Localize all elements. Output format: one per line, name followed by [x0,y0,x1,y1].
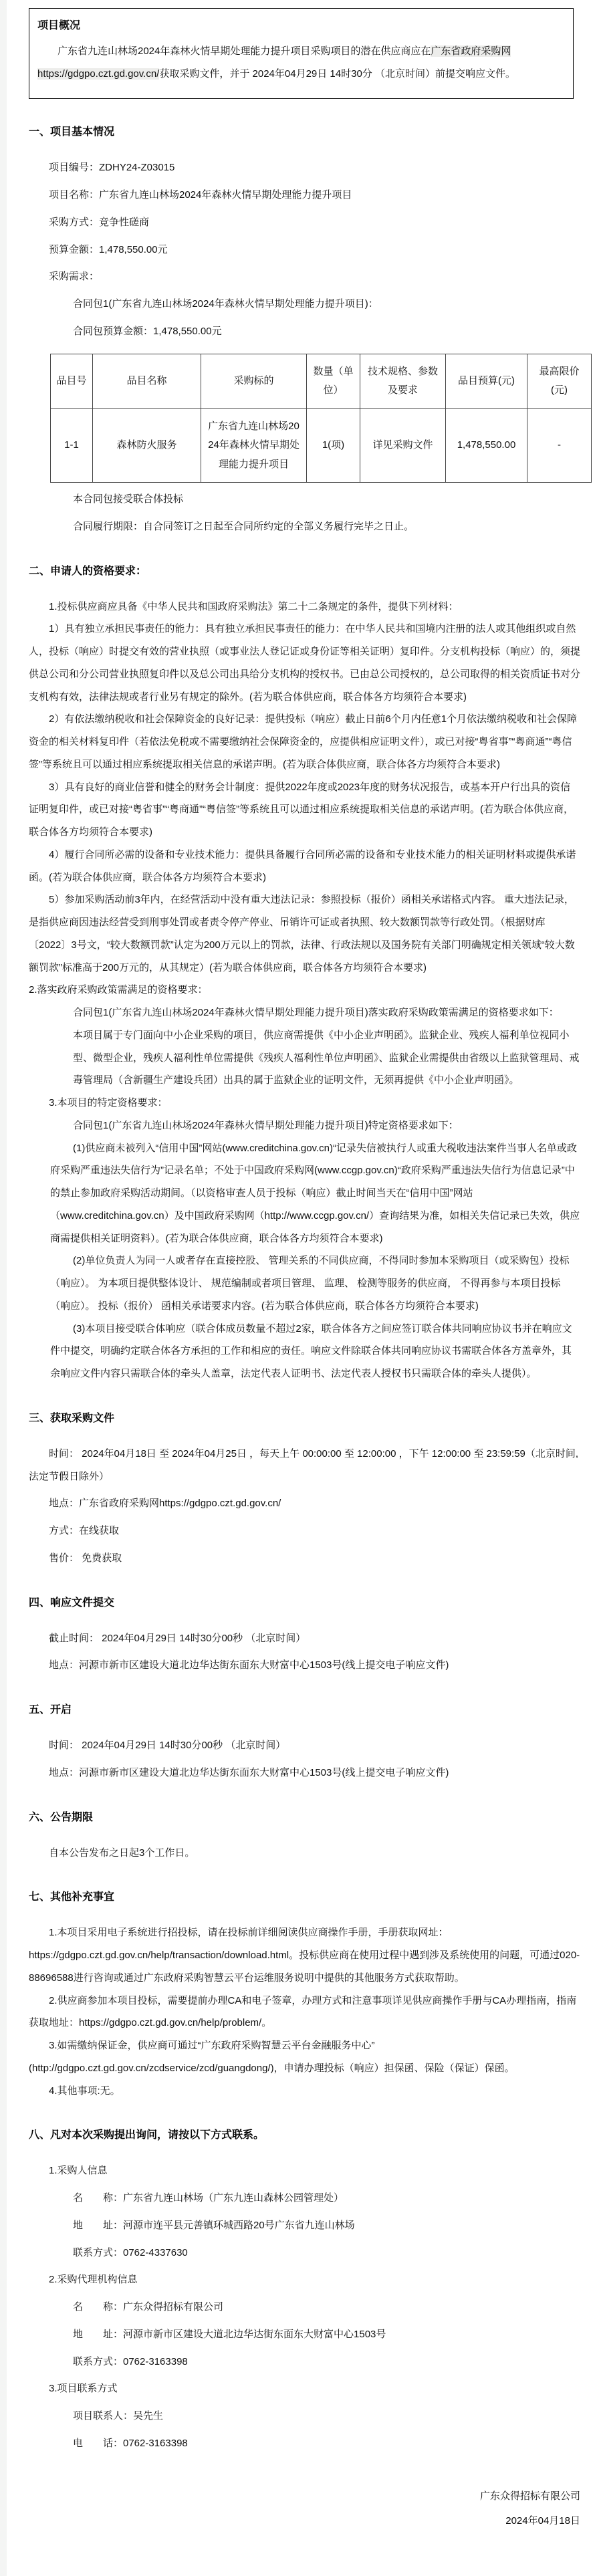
obtain-way-line: 方式：在线获取 [49,1525,120,1537]
cell-subject: 广东省九连山林场2024年森林火情早期处理能力提升项目 [201,408,307,483]
submission-deadline-line: 截止时间： 2024年04月29日 14时30分00秒 （北京时间） [49,1632,306,1644]
section-heading-announcement-period: 六、公告期限 [29,1811,94,1823]
procurement-site-link[interactable]: 广东省政府采购网https://gdgpo.czt.gd.gov.cn/ [37,45,511,80]
announcement-period-line: 自本公告发布之日起3个工作日。 [49,1847,195,1859]
policy-requirement-intro: 合同包1(广东省九连山林场2024年森林火情早期处理能力提升项目)落实政府采购政策需满足的资格要求如下： [73,1007,559,1019]
col-item-name: 品目名称 [93,354,201,408]
specific-requirement-3: (3)本项目接受联合体响应（联合体成员数量不超过2家，联合体各方之间应签订联合体共同响应协议书并在响应文件中提交，明确约定联合体各方承担的工作和相应的责任。响应文件除联合体共同响应协议书需联合体各方盖章外，其余响应文件内容只需联合体的牵头人盖章，法定代表人证明书、法定代表人授权书只需联合体的牵头人提供）。 [50,1322,572,1380]
cell-item-no: 1-1 [51,408,93,483]
qualification-item-4: 4）履行合同所必需的设备和专业技术能力：提供具备履行合同所必需的设备和专业技术能力的相关证明材料或提供承诺函。(若为联合体供应商，联合体各方均须符合本要求) [29,848,576,883]
obtain-price-line: 售价： 免费获取 [49,1552,122,1564]
section-heading-basic-info: 一、项目基本情况 [29,126,115,138]
buyer-address-line: 地 址：河源市连平县元善镇环城西路20号广东省九连山林场 [73,2219,355,2231]
col-item-budget: 品目预算(元) [446,354,527,408]
signature-company: 广东众得招标有限公司 [479,2490,580,2502]
cell-tech-spec: 详见采购文件 [360,408,446,483]
items-table-header-row [51,354,592,408]
budget-amount-line: 预算金额：1,478,550.00元 [49,243,168,255]
col-quantity: 数量（单位） [307,354,360,408]
project-name-line: 项目名称：广东省九连山林场2024年森林火情早期处理能力提升项目 [49,189,352,201]
qualification-item-3: 3）具有良好的商业信誉和健全的财务会计制度：提供2022年度或2023年度的财务状况报告，或基本开户行出具的资信证明复印件，或已对接“粤省事”“粤商通”“粤信签”等系统且可以通过相应系统提取相关信息的承诺声明。(若为联合体供应商，联合体各方均须符合本要求) [29,781,574,838]
table-row [51,408,592,483]
col-tech-spec: 技术规格、参数及要求 [360,354,446,408]
joint-bid-line: 本合同包接受联合体投标 [73,493,184,505]
section-heading-obtain-documents: 三、获取采购文件 [29,1412,115,1424]
section-heading-opening: 五、开启 [29,1704,72,1716]
qualification-clause-1: 1.投标供应商应具备《中华人民共和国政府采购法》第二十二条规定的条件，提供下列材料： [49,600,459,612]
agency-info-title: 2.采购代理机构信息 [49,2274,138,2286]
supplementary-item-1: 1.本项目采用电子系统进行招投标，请在投标前详细阅读供应商操作手册，手册获取网址：https://gdgpo.czt.gd.gov.cn/help/transaction/download.html。投标供应商在使用过程中遇到涉及系统使用的问题，可通过020-88696588进行咨询或通过广东政府采购智慧云平台运维服务说明中提供的其他服务方式获取帮助。 [29,1927,580,1984]
overview-text-pre: 广东省九连山林场2024年森林火情早期处理能力提升项目采购项目的潜在供应商应在 [57,45,431,57]
qualification-clause-2: 2.落实政府采购政策需满足的资格要求： [29,984,208,996]
opening-time-line: 时间： 2024年04月29日 14时30分00秒 （北京时间） [49,1740,286,1752]
col-item-no: 品目号 [51,354,93,408]
project-overview-box [29,8,574,99]
project-contact-title: 3.项目联系方式 [49,2383,118,2395]
col-subject: 采购标的 [201,354,307,408]
agency-contact-line: 联系方式：0762-3163398 [73,2355,188,2367]
qualification-item-5: 5）参加采购活动前3年内，在经营活动中没有重大违法记录：参照投标（报价）函相关承诺格式内容。 重大违法记录，是指供应商因违法经营受到刑事处罚或者责令停产停业、吊销许可证或者执照、较大数额罚款等行政处罚。（根据财库〔2022〕3号文，“较大数额罚款”认定为200万元以上的罚款，法律、行政法规以及国务院有关部门明确规定相关领域“较大数额罚款”标准高于200万元的，从其规定）(若为联合体供应商，联合体各方均须符合本要求) [29,894,575,973]
buyer-contact-line: 联系方式：0762-4337630 [73,2246,188,2258]
project-contact-phone-line: 电 话：0762-3163398 [73,2437,188,2449]
overview-paragraph [37,40,561,86]
announcement-page [7,0,595,2576]
supplementary-item-3: 3.如需缴纳保证金，供应商可通过“广东政府采购智慧云平台金融服务中心”(http://gdgpo.czt.gd.gov.cn/zcdservice/zcd/guangdong/)，申请办理投标（响应）担保函、保险（保证）保函。 [29,2040,515,2074]
section-heading-response-submission: 四、响应文件提交 [29,1597,115,1609]
cell-item-name: 森林防火服务 [93,408,201,483]
specific-requirement-intro: 合同包1(广东省九连山林场2024年森林火情早期处理能力提升项目)特定资格要求如下： [73,1119,459,1131]
opening-place-line: 地点：河源市新市区建设大道北边华达街东面东大财富中心1503号(线上提交电子响应文件) [49,1766,449,1778]
specific-requirement-1: (1)供应商未被列入“信用中国”网站(www.creditchina.gov.cn)“记录失信被执行人或重大税收违法案件当事人名单或政府采购严重违法失信行为”记录名单；不处于中国政府采购网(www.ccgp.gov.cn)“政府采购严重违法失信行为信息记录”中的禁止参加政府采购活动期间。（以资格审查人员于投标（响应）截止时间当天在“信用中国”网站（www.creditchina.gov.cn）及中国政府采购网（http://www.ccgp.gov.cn/）查询结果为准，如相关失信记录已失效，供应商需提供相关证明资料）。(若为联合体供应商，联合体各方均须符合本要求) [50,1142,580,1244]
policy-requirement-body: 本项目属于专门面向中小企业采购的项目，供应商需提供《中小企业声明函》。监狱企业、残疾人福利单位视同小型、微型企业，残疾人福利性单位需提供《残疾人福利性单位声明函》、监狱企业需提供由省级以上监狱管理局、戒毒管理局（含新疆生产建设兵团）出具的属于监狱企业的证明文件，无须再提供《中小企业声明函》。 [73,1029,580,1086]
obtain-time-line: 时间： 2024年04月18日 至 2024年04月25日 ，每天上午 00:00:00 至 12:00:00 ，下午 12:00:00 至 23:59:59（北京时间,法定节假日除外） [29,1447,579,1482]
supplementary-item-2: 2.供应商参加本项目投标，需要提前办理CA和电子签章，办理方式和注意事项详见供应商操作手册与CA办理指南，指南获取地址：https://gdgpo.czt.gd.gov.cn/help/problem/。 [29,1994,577,2029]
cell-price-cap: - [527,408,592,483]
col-price-cap: 最高限价(元) [527,354,592,408]
project-contact-person-line: 项目联系人：吴先生 [73,2410,164,2422]
agency-address-line: 地 址：河源市新市区建设大道北边华达街东面东大财富中心1503号 [73,2328,386,2340]
qualification-item-1: 1）具有独立承担民事责任的能力：具有独立承担民事责任的能力：在中华人民共和国境内注册的法人或其他组织或自然人，投标（响应）时提交有效的营业执照（或事业法人登记证或身份证等相关证明）复印件。分支机构投标（响应）的，须提供总公司和分公司营业执照复印件以及总公司出具给分支机构的授权书。已由总公司授权的，总公司取得的相关资质证书对分支机构有效，法律法规或者行业另有规定的除外。(若为联合体供应商，联合体各方均须符合本要求) [29,623,581,703]
submission-place-line: 地点：河源市新市区建设大道北边华达街东面东大财富中心1503号(线上提交电子响应文件) [49,1659,449,1671]
section-heading-supplementary: 七、其他补充事宜 [29,1891,115,1903]
agency-name-line: 名 称：广东众得招标有限公司 [73,2301,224,2313]
section-heading-contact: 八、凡对本次采购提出询问，请按以下方式联系。 [29,2129,265,2141]
cell-quantity: 1(项) [307,408,360,483]
items-table [50,354,592,483]
announcement-content [7,8,595,2532]
project-number-line: 项目编号：ZDHY24-Z03015 [49,162,175,174]
qualification-clause-3: 3.本项目的特定资格要求： [49,1097,168,1109]
buyer-name-line: 名 称：广东省九连山林场（广东九连山森林公园管理处） [73,2192,344,2204]
demand-label-line: 采购需求： [49,271,100,283]
buyer-info-title: 1.采购人信息 [49,2165,108,2177]
contract-duration-line: 合同履行期限：自合同签订之日起至合同所约定的全部义务履行完毕之日止。 [73,520,414,532]
supplementary-item-4: 4.其他事项:无。 [49,2085,120,2097]
overview-heading: 项目概况 [37,20,81,31]
cell-item-budget: 1,478,550.00 [446,408,527,483]
section-heading-qualification: 二、申请人的资格要求： [29,565,147,577]
signature-date: 2024年04月18日 [505,2515,580,2527]
obtain-place-line: 地点：广东省政府采购网https://gdgpo.czt.gd.gov.cn/ [49,1498,281,1510]
overview-text-post: 获取采购文件，并于 2024年04月29日 14时30分 （北京时间）前提交响应文件。 [159,68,515,80]
procurement-method-line: 采购方式：竞争性磋商 [49,216,150,228]
qualification-item-2: 2）有依法缴纳税收和社会保障资金的良好记录：提供投标（响应）截止日前6个月内任意1个月依法缴纳税收和社会保障资金的相关材料复印件（若依法免税或不需要缴纳社会保障资金的，应提供相应证明文件），或已对接“粤省事”“粤商通”“粤信签”等系统且可以通过相应系统提取相关信息的承诺声明。(若为联合体供应商，联合体各方均须符合本要求) [29,713,578,770]
package-budget-line: 合同包预算金额：1,478,550.00元 [73,325,222,337]
contract-package-line: 合同包1(广东省九连山林场2024年森林火情早期处理能力提升项目)： [73,298,378,310]
specific-requirement-2: (2)单位负责人为同一人或者存在直接控股、 管理关系的不同供应商，不得同时参加本采购项目（或采购包）投标（响应）。 为本项目提供整体设计、 规范编制或者项目管理、 监理、 检测等服务的供应商， 不得再参与本项目投标（响应）。 投标（报价） 函相关承诺要求内容。(若为联合体供应商，联合体各方均须符合本要求) [50,1255,570,1312]
signature-block [29,2486,580,2532]
